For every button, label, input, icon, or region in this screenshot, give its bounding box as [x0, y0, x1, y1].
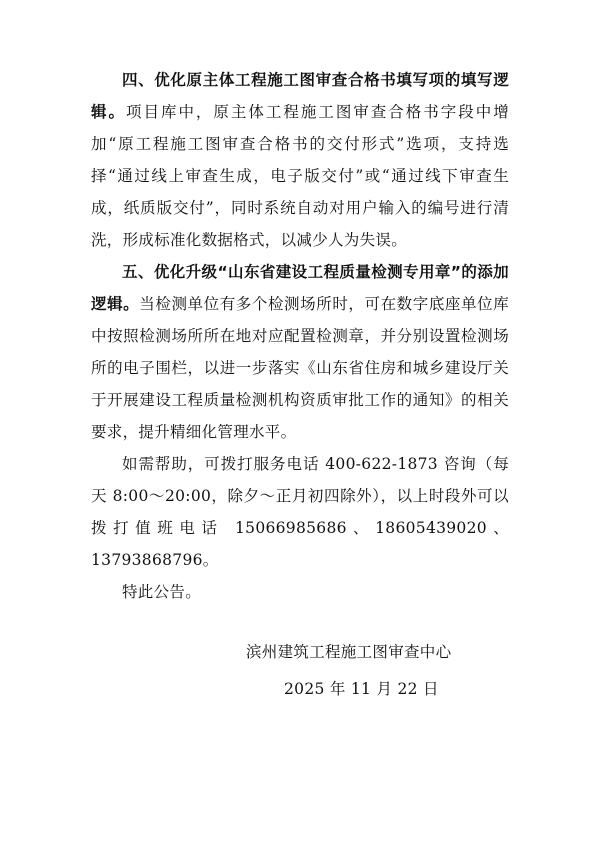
section-4-paragraph: [91, 64, 509, 256]
section-5-paragraph: [91, 256, 509, 448]
section-4-heading: 四、优化原主体工程施工图审查合格书填写项的填写逻辑。: [91, 71, 509, 121]
signature-date: 2025 年 11 月 22 日: [284, 680, 439, 698]
signature-organization: 滨州建筑工程施工图审查中心: [246, 643, 452, 661]
section-5-text: 当检测单位有多个检测场所时，可在数字底座单位库中按照检测场所所在地对应配置检测章，并分别设置检测场所的电子围栏，以进一步落实《山东省住房和城乡建设厅关于开展建设工程质量检测机构资质审批工作的通知》的相关要求，提升精细化管理水平。: [91, 295, 509, 441]
notice-body: [91, 64, 509, 608]
help-paragraph: 如需帮助，可拨打服务电话 400-622-1873 咨询（每天 8:00～20:00，除夕～正月初四除外），以上时段外可以拨打值班电话 15066985686、18605439020、13793868796。: [91, 455, 509, 569]
section-4-text: 项目库中，原主体工程施工图审查合格书字段中增加“原工程施工图审查合格书的交付形式”选项，支持选择“通过线上审查生成，电子版交付”或“通过线下审查生成，纸质版交付”，同时系统自动对用户输入的编号进行清洗，形成标准化数据格式，以减少人为失误。: [91, 103, 509, 249]
section-5-heading: 五、优化升级“山东省建设工程质量检测专用章”的添加逻辑。: [91, 263, 509, 313]
closing-line: 特此公告。: [122, 583, 202, 601]
